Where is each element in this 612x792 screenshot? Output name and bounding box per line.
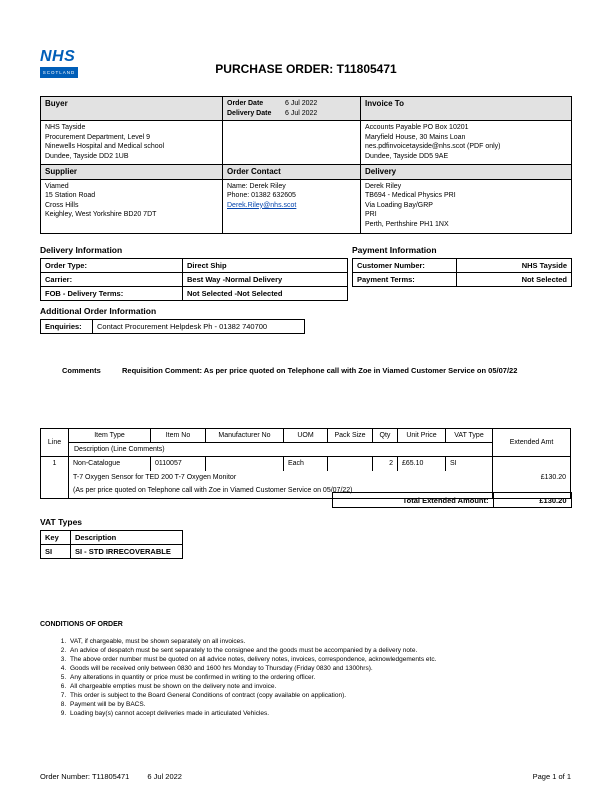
supplier-header: Supplier: [41, 165, 223, 180]
vat-types-table: [40, 530, 183, 559]
col-header-line: Line: [41, 429, 69, 457]
item-manufacturer-no: [206, 457, 284, 471]
col-header-qty: Qty: [373, 429, 398, 443]
conditions-title: CONDITIONS OF ORDER: [40, 621, 123, 628]
invoice-address-line: Maryfield House, 30 Mains Loan: [365, 133, 466, 141]
scotland-logo-text: SCOTLAND: [40, 67, 78, 78]
enquiries-table: [40, 319, 305, 334]
order-type-value: Direct Ship: [183, 259, 348, 273]
delivery-address-line: Perth, Perthshire PH1 1NX: [365, 220, 449, 228]
delivery-information-title: Delivery Information: [40, 245, 123, 255]
item-line-number: 1: [41, 457, 69, 499]
item-uom: Each: [284, 457, 328, 471]
conditions-list: [68, 637, 571, 718]
buyer-address-line: Dundee, Tayside DD2 1UB: [45, 152, 129, 160]
payment-information-table: [352, 258, 572, 287]
invoice-address-line: nes.pdfinvoicetayside@nhs.scot (PDF only): [365, 143, 501, 150]
item-no: 0110057: [151, 457, 206, 471]
footer-order-number: Order Number: T11805471: [40, 772, 130, 781]
contact-name: Name: Derek Riley: [227, 182, 286, 190]
supplier-address-line: Keighley, West Yorkshire BD20 7DT: [45, 211, 157, 218]
supplier-address: [41, 179, 223, 233]
vat-description-header: Description: [71, 531, 183, 545]
footer-date: 6 Jul 2022: [147, 772, 182, 781]
delivery-date-value: 6 Jul 2022: [285, 109, 318, 117]
contact-phone: Phone: 01382 632605: [227, 192, 296, 199]
vat-description: SI - STD IRRECOVERABLE: [71, 545, 183, 559]
item-pack-size: [328, 457, 373, 471]
condition-item: 8. Payment will be by BACS.: [68, 700, 571, 709]
additional-order-information-title: Additional Order Information: [40, 306, 157, 316]
delivery-address-line: Derek Riley: [365, 182, 402, 190]
item-type: Non-Catalogue: [69, 457, 151, 471]
col-header-item-type: Item Type: [69, 429, 151, 443]
condition-item: 3. The above order number must be quoted on all advice notes, delivery notes, invoices, correspondence, acknowledgements etc.: [68, 655, 571, 664]
invoice-to-address: [361, 121, 572, 165]
invoice-address-line: Dundee, Tayside DD5 9AE: [365, 152, 449, 160]
condition-item: 2. An advice of despatch must be sent separately to the consignee and the goods must be accompanied by a delivery note.: [68, 646, 571, 655]
col-header-uom: UOM: [284, 429, 328, 443]
vat-types-section: [40, 517, 183, 559]
condition-item: 5. Any alterations in quantity or price must be confirmed in writing to the ordering officer.: [68, 673, 571, 682]
item-description-comment: (As per price quoted on Telephone call with Zoe in Viamed Customer Service on 05/07/22): [69, 484, 493, 498]
col-header-manufacturer-no: Manufacturer No: [206, 429, 284, 443]
contact-email-link[interactable]: Derek.Riley@nhs.scot: [227, 201, 297, 209]
col-header-vat-type: VAT Type: [446, 429, 493, 443]
order-contact-details: [223, 179, 361, 233]
condition-item: 6. All chargeable empties must be shown on the delivery note and invoice.: [68, 682, 571, 691]
col-header-pack-size: Pack Size: [328, 429, 373, 443]
vat-type-row: [41, 545, 183, 559]
dates-cell: [223, 97, 361, 121]
delivery-header: Delivery: [361, 165, 572, 180]
condition-item: 4. Goods will be received only between 0830 and 1600 hrs Monday to Thursday (Friday 0830 and 1300hrs).: [68, 664, 571, 673]
page-title: PURCHASE ORDER: T11805471: [215, 62, 397, 76]
col-header-description: Description (Line Comments): [69, 443, 493, 457]
invoice-to-header: Invoice To: [361, 97, 572, 121]
item-extended-amt: £130.20: [493, 457, 571, 499]
footer-page-number: Page 1 of 1: [532, 772, 571, 781]
delivery-information-table: [40, 258, 348, 301]
item-qty: 2: [373, 457, 398, 471]
line-item-row: [41, 457, 571, 471]
supplier-address-line: 15 Station Road: [45, 192, 96, 199]
parties-table: [40, 96, 572, 234]
item-unit-price: £65.10: [398, 457, 446, 471]
vat-key: SI: [41, 545, 71, 559]
carrier-label: Carrier:: [41, 273, 183, 287]
page-footer: [40, 772, 571, 781]
vat-types-title: VAT Types: [40, 517, 83, 527]
condition-item: 1. VAT, if chargeable, must be shown separately on all invoices.: [68, 637, 571, 646]
delivery-date-label: Delivery Date: [227, 109, 272, 117]
dates-spacer-cell: [223, 121, 361, 165]
payment-information-section: [352, 245, 571, 287]
col-header-item-no: Item No: [151, 429, 206, 443]
buyer-address-line: NHS Tayside: [45, 124, 86, 131]
fob-terms-value: Not Selected -Not Selected: [183, 287, 348, 301]
item-description: T-7 Oxygen Sensor for TED 200 T-7 Oxygen Monitor: [69, 471, 493, 485]
conditions-of-order-section: [40, 621, 571, 718]
comments-label: Comments: [62, 366, 101, 375]
vat-key-header: Key: [41, 531, 71, 545]
line-items-table: [40, 428, 571, 499]
delivery-address-line: TB694 - Medical Physics PRI: [365, 192, 456, 199]
total-filler: [40, 493, 332, 508]
supplier-address-line: Cross Hills: [45, 201, 79, 209]
delivery-information-section: [40, 245, 347, 301]
enquiries-label: Enquiries:: [41, 320, 93, 334]
col-header-unit-price: Unit Price: [398, 429, 446, 443]
payment-information-title: Payment Information: [352, 245, 437, 255]
customer-number-label: Customer Number:: [353, 259, 457, 273]
buyer-address: [41, 121, 223, 165]
additional-order-information-section: [40, 306, 305, 334]
comments-section: [62, 366, 562, 375]
total-extended-amount-row: [40, 492, 572, 508]
order-type-label: Order Type:: [41, 259, 183, 273]
order-date-value: 6 Jul 2022: [285, 100, 318, 107]
condition-item: 9. Loading bay(s) cannot accept deliveries made in articulated Vehicles.: [68, 709, 571, 718]
buyer-address-line: Procurement Department, Level 9: [45, 133, 151, 141]
col-header-extended-amt: Extended Amt: [493, 429, 571, 457]
comments-text: Requisition Comment: As per price quoted on Telephone call with Zoe in Viamed Customer Service on 05/07/22: [122, 366, 518, 375]
payment-terms-value: Not Selected: [457, 273, 572, 287]
buyer-header: Buyer: [41, 97, 223, 121]
delivery-address: [361, 179, 572, 233]
nhs-logo-text: NHS: [40, 48, 76, 65]
buyer-address-line: Ninewells Hospital and Medical school: [45, 143, 165, 150]
item-vat-type: SI: [446, 457, 493, 471]
order-contact-header: Order Contact: [223, 165, 361, 180]
fob-terms-label: FOB - Delivery Terms:: [41, 287, 183, 301]
enquiries-value: Contact Procurement Helpdesk Ph - 01382 740700: [93, 320, 305, 334]
carrier-value: Best Way -Normal Delivery: [183, 273, 348, 287]
customer-number-value: NHS Tayside: [457, 259, 572, 273]
condition-item: 7. This order is subject to the Board General Conditions of contract (copy available on application).: [68, 691, 571, 700]
supplier-address-line: Viamed: [45, 182, 69, 190]
order-date-label: Order Date: [227, 100, 264, 107]
delivery-address-line: PRI: [365, 211, 377, 218]
total-extended-amount-label: Total Extended Amount:: [332, 493, 493, 508]
invoice-address-line: Accounts Payable PO Box 10201: [365, 124, 469, 131]
total-extended-amount-value: £130.20: [493, 493, 571, 508]
delivery-address-line: Via Loading Bay/GRP: [365, 201, 433, 209]
payment-terms-label: Payment Terms:: [353, 273, 457, 287]
